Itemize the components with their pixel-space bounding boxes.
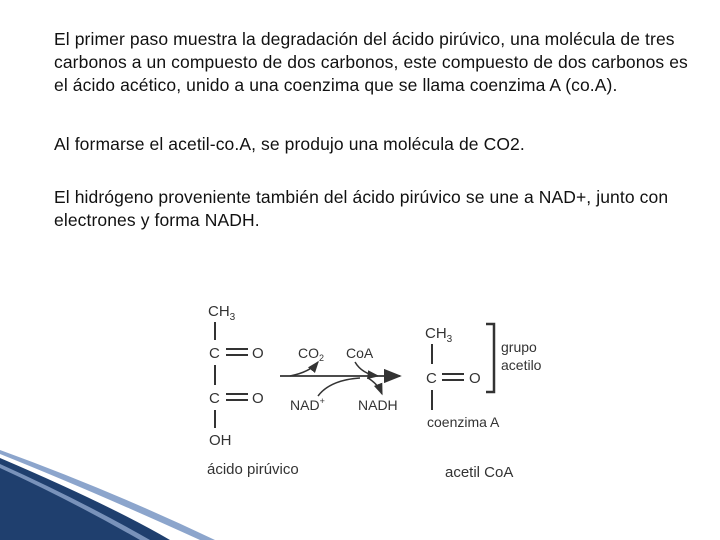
decorative-swoosh — [0, 450, 720, 540]
bullet-text: El hidrógeno proveniente también del ácido pirúvico se une a NAD+, junto con electrones y forma NADH. — [54, 187, 669, 230]
nadh-label: NADH — [358, 397, 398, 413]
acetyl-label: acetilo — [501, 357, 542, 373]
reaction-arrows — [280, 345, 400, 413]
nadh-arrow — [368, 378, 382, 394]
coa-label: CoA — [346, 345, 374, 361]
coa-entry-arrow — [355, 362, 378, 376]
acetyl-group-bracket — [486, 324, 494, 392]
nad-label: NAD+ — [290, 396, 325, 413]
nad-path — [318, 378, 360, 396]
bullet-text: Al formarse el acetil-co.A, se produjo una molécula de CO2. — [54, 134, 525, 154]
ch3-label: $CH_3$ — [425, 325, 453, 345]
carbon-label: C — [209, 345, 220, 362]
pyruvic-acid-caption: ácido pirúvico — [207, 461, 299, 478]
coenzyme-a-label: coenzima A — [427, 414, 500, 430]
acetyl-coa-caption: acetil CoA — [445, 464, 514, 481]
bullet-text: El primer paso muestra la degradación del ácido pirúvico, una molécula de tres carbonos a un compuesto de dos carbonos, este compuesto de dos carbonos es el ácido acético, unido a una coenzima que se llama coenzima A (co.A). — [54, 29, 688, 95]
oxygen-label: O — [252, 390, 264, 407]
group-label: grupo — [501, 339, 537, 355]
oxygen-label: O — [252, 345, 264, 362]
carbon-label: C — [209, 390, 220, 407]
swoosh-dark — [0, 458, 170, 540]
ch3-label: $CH_3$ — [208, 303, 236, 323]
oxygen-label: O — [469, 370, 481, 387]
carbon-label: C — [426, 370, 437, 387]
co2-release-arrow — [290, 362, 318, 376]
co2-label: $CO_2$ — [298, 345, 325, 363]
hydroxyl-label: OH — [209, 432, 232, 449]
